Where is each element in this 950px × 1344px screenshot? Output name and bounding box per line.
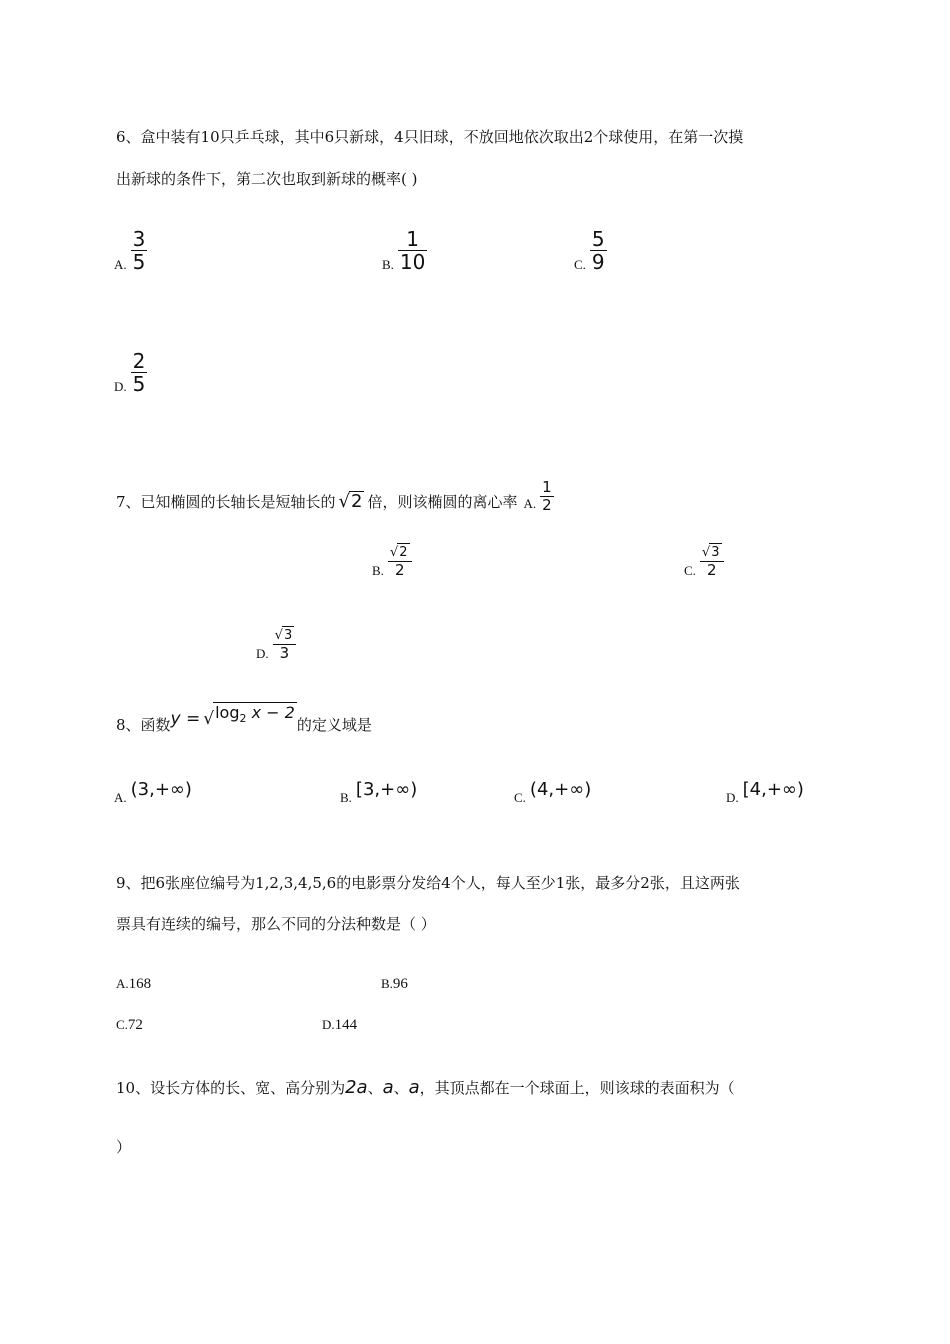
q7-option-b[interactable] (372, 543, 412, 579)
q9-option-d[interactable] (322, 1014, 357, 1035)
option-value: 168 (128, 976, 152, 992)
fraction: $\frac{2}{5}$ (132, 349, 146, 396)
option-value: 144 (334, 1017, 358, 1033)
option-label: D. (256, 646, 269, 661)
q7-option-d[interactable] (256, 626, 296, 662)
interval-value: (3,+∞) (130, 779, 192, 800)
q8-option-b[interactable] (340, 779, 418, 806)
option-label: D. (114, 379, 127, 394)
q9-option-c[interactable] (116, 1014, 143, 1035)
option-label: B. (372, 563, 384, 578)
q10-stem: 10、设长方体的长、宽、高分别为 2a 、 a 、 a ，其顶点都在一个球面上，则该球的表面积为（ (116, 1077, 735, 1098)
q8-option-c[interactable] (514, 779, 592, 806)
q8-option-d[interactable] (726, 779, 804, 806)
interval-value: [4,+∞) (742, 779, 804, 800)
fraction: $\frac{√3}{2}$ (700, 543, 724, 579)
q6-option-b[interactable] (382, 228, 427, 273)
interval-value: [3,+∞) (355, 779, 418, 800)
q9-line-2: 票具有连续的编号，那么不同的分法种数是（ ） (116, 915, 436, 933)
option-value: 72 (127, 1017, 143, 1033)
dimension-height: a (408, 1077, 420, 1098)
option-label: A. (523, 496, 537, 511)
interval-value: (4,+∞) (529, 779, 592, 800)
option-label: C. (514, 790, 526, 805)
function-formula: y = √ $\log_2 x - 2$ (170, 703, 295, 729)
option-value: 96 (392, 976, 408, 992)
option-label: C. (116, 1017, 128, 1032)
fraction: $\frac{1}{10}$ (399, 227, 426, 274)
option-label: B. (340, 790, 352, 805)
option-label: D. (322, 1017, 335, 1032)
q7-option-a-fraction[interactable]: $\frac{1}{2}$ (542, 478, 552, 514)
dimension-width: a (382, 1077, 394, 1098)
q6-option-a[interactable] (114, 228, 147, 273)
option-label: C. (574, 257, 586, 272)
q9-option-b[interactable] (381, 973, 408, 994)
option-label: A. (114, 790, 127, 805)
q6-option-c[interactable] (574, 228, 607, 273)
option-label: D. (726, 790, 739, 805)
q8-stem: 8、函数 y = √ $\log_2 x - 2$ 的定义域是 (116, 703, 372, 734)
fraction: $\frac{√2}{2}$ (388, 543, 412, 579)
option-label: B. (381, 976, 393, 991)
fraction: $\frac{√3}{3}$ (273, 626, 297, 662)
sqrt-expression: √2 (338, 491, 363, 512)
q6-line-2: 出新球的条件下，第二次也取到新球的概率( ) (116, 170, 418, 188)
option-label: B. (382, 257, 394, 272)
q6-line-1: 6、盒中装有10只乒乓球，其中6只新球，4只旧球，不放回地依次取出2个球使用，在第一次摸 (116, 128, 744, 146)
option-label: C. (684, 563, 696, 578)
q9-option-a[interactable] (116, 973, 151, 994)
option-label: A. (114, 257, 127, 272)
q8-option-a[interactable] (114, 779, 192, 806)
q7-option-c[interactable] (684, 543, 724, 579)
q10-line-2: ） (116, 1138, 132, 1156)
fraction: $\frac{5}{9}$ (591, 227, 605, 274)
q6-option-d[interactable] (114, 350, 147, 395)
fraction: $\frac{3}{5}$ (132, 227, 146, 274)
q9-line-1: 9、把6张座位编号为1,2,3,4,5,6的电影票分发给4个人，每人至少1张，最多分2张，且这两张 (116, 874, 740, 892)
option-label: A. (116, 976, 129, 991)
dimension-length: 2a (345, 1077, 368, 1098)
q7-stem: 7、已知椭圆的长轴长是短轴长的 √2 倍，则该椭圆的离心率 A. $\frac{1}{2}$ (116, 478, 552, 514)
